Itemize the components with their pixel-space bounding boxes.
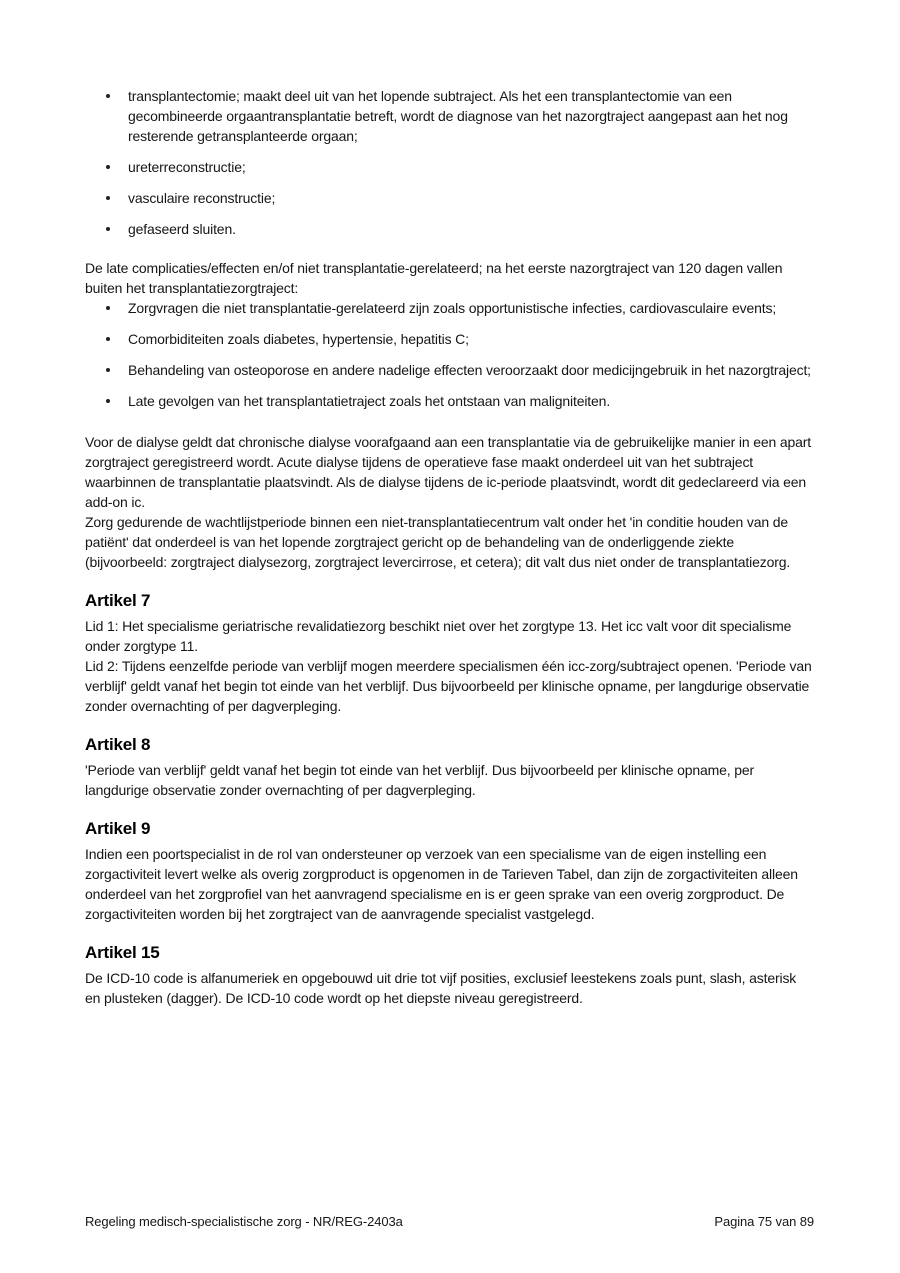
paragraph-text: Lid 2: Tijdens eenzelfde periode van verblijf mogen meerdere specialismen één icc-zorg/subtraject openen. 'Periode van verblijf' geldt vanaf het begin tot einde van het verblijf. Dus bijvoorbeeld per klinische opname, per langdurige observatie zonder overnachting of per dagverpleging.: [85, 658, 812, 714]
article-9: [85, 818, 814, 924]
article-15: [85, 942, 814, 1008]
list-item-text: Zorgvragen die niet transplantatie-gerelateerd zijn zoals opportunistische infecties, cardiovasculaire events;: [128, 300, 777, 316]
paragraph-text: De ICD-10 code is alfanumeriek en opgebouwd uit drie tot vijf posities, exclusief leestekens zoals punt, slash, asterisk en plusteken (dagger). De ICD-10 code wordt op het diepste niveau geregistreerd.: [85, 970, 797, 1006]
list-item-text: transplantectomie; maakt deel uit van het lopende subtraject. Als het een transplantectomie van een gecombineerde orgaantransplantatie betreft, wordt de diagnose van het nazorgtraject aangepast aan het nog resterende getransplanteerde orgaan;: [128, 88, 788, 144]
list-item: [85, 329, 814, 349]
list-item-text: Comorbiditeiten zoals diabetes, hypertensie, hepatitis C;: [128, 331, 469, 347]
article-heading: Artikel 9: [85, 819, 151, 838]
bullet-icon: [106, 399, 110, 403]
article-7: [85, 590, 814, 716]
bullet-icon: [106, 227, 110, 231]
list-item-text: Late gevolgen van het transplantatietraject zoals het ontstaan van maligniteiten.: [128, 393, 611, 409]
paragraph-text: Lid 1: Het specialisme geriatrische revalidatiezorg beschikt niet over het zorgtype 13. Het icc valt voor dit specialisme onder zorgtype 11.: [85, 618, 792, 654]
list-item: [85, 86, 814, 146]
bullet-icon: [106, 165, 110, 169]
paragraph-text: Zorg gedurende de wachtlijstperiode binnen een niet-transplantatiecentrum valt onder het 'in conditie houden van de patiënt' dat onderdeel is van het lopende zorgtraject gericht op de behandeling van de onderliggende ziekte (bijvoorbeeld: zorgtraject dialysezorg, zorgtraject levercirrose, et cetera); dit valt dus niet onder de transplantatiezorg.: [85, 514, 791, 570]
list-item-text: gefaseerd sluiten.: [128, 221, 236, 237]
bullet-icon: [106, 196, 110, 200]
list-item-text: vasculaire reconstructie;: [128, 190, 276, 206]
article-heading: Artikel 15: [85, 943, 160, 962]
footer-document-title: Regeling medisch-specialistische zorg - NR/REG-2403a: [85, 1214, 403, 1229]
list-item: [85, 391, 814, 411]
list-item: [85, 298, 814, 318]
article-heading: Artikel 7: [85, 591, 151, 610]
bullet-icon: [106, 368, 110, 372]
article-8: [85, 734, 814, 800]
paragraph-text: Voor de dialyse geldt dat chronische dialyse voorafgaand aan een transplantatie via de gebruikelijke manier in een apart zorgtraject geregistreerd wordt. Acute dialyse tijdens de operatieve fase maakt onderdeel uit van het subtraject waarbinnen de transplantatie plaatsvindt. Als de dialyse tijdens de ic-periode plaatsvindt, wordt dit gedeclareerd via een add-on ic.: [85, 434, 812, 510]
bullet-list-late-complicaties: [85, 298, 814, 411]
paragraph-dialyse: [85, 432, 814, 572]
list-item: [85, 157, 814, 177]
bullet-list-subtraject: [85, 86, 814, 239]
article-heading: Artikel 8: [85, 735, 151, 754]
paragraph-late-complicaties: De late complicaties/effecten en/of niet transplantatie-gerelateerd; na het eerste nazorgtraject van 120 dagen vallen buiten het transplantatiezorgtraject:: [85, 260, 783, 296]
footer-page-number: Pagina 75 van 89: [714, 1214, 814, 1229]
paragraph-text: Indien een poortspecialist in de rol van ondersteuner op verzoek van een specialisme van de eigen instelling een zorgactiviteit levert welke als overig zorgproduct is opgenomen in de Tarieven Tabel, dan zijn de zorgactiviteiten alleen onderdeel van het zorgprofiel van het aanvragend specialisme en is er geen sprake van een overig zorgproduct. De zorgactiviteiten worden bij het zorgtraject van de aanvragende specialist vastgelegd.: [85, 846, 798, 922]
bullet-icon: [106, 94, 110, 98]
paragraph-text: 'Periode van verblijf' geldt vanaf het begin tot einde van het verblijf. Dus bijvoorbeeld per klinische opname, per langdurige observatie zonder overnachting of per dagverpleging.: [85, 762, 755, 798]
page-footer: [85, 1213, 814, 1230]
bullet-icon: [106, 337, 110, 341]
list-item-text: ureterreconstructie;: [128, 159, 246, 175]
list-item-text: Behandeling van osteoporose en andere nadelige effecten veroorzaakt door medicijngebruik in het nazorgtraject;: [128, 362, 811, 378]
list-item: [85, 360, 814, 380]
bullet-icon: [106, 306, 110, 310]
document-content: [85, 86, 814, 1008]
list-item: [85, 219, 814, 239]
list-item: [85, 188, 814, 208]
